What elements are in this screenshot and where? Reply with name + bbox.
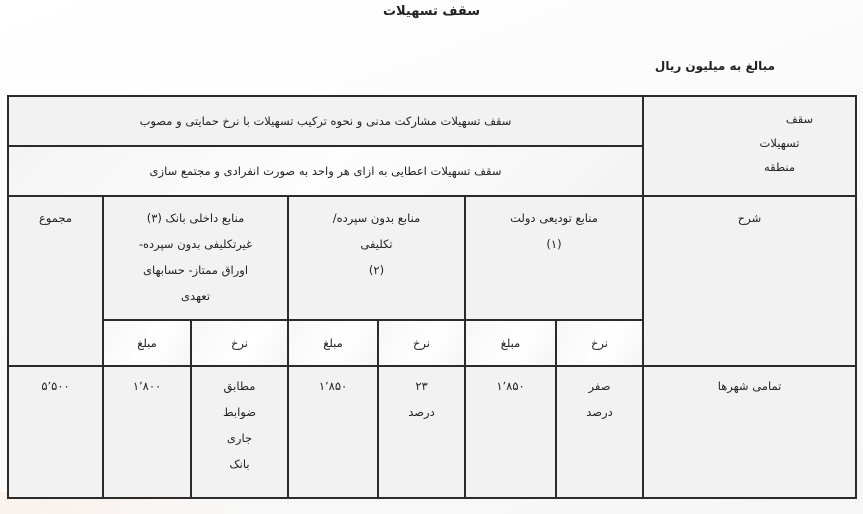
g3-amount-text: ۱٬۸۰۰ xyxy=(132,379,162,393)
subheader-g3-rate xyxy=(190,319,289,367)
g3-rate-line-1: مطابق xyxy=(223,379,256,393)
corner-header-cell xyxy=(642,95,857,197)
group1-line-1: منابع تودیعی دولت xyxy=(510,211,598,225)
facilities-cap-table xyxy=(7,95,857,499)
group1-line-2: (۱) xyxy=(546,237,562,251)
total-header-cell xyxy=(7,195,104,367)
g1-amount-text: ۱٬۸۵۰ xyxy=(496,379,525,393)
top-header-text: سقف تسهیلات مشارکت مدنی و نحوه ترکیب تسهیلات با نرخ حمایتی و مصوب xyxy=(139,114,512,128)
subheader-g1-rate xyxy=(555,319,644,367)
total-header-text: مجموع xyxy=(38,211,73,225)
corner-header-line-1: سقف xyxy=(785,112,814,126)
group3-line-2: غیرتکلیفی بدون سپرده- xyxy=(138,237,253,251)
row-region-cell xyxy=(642,365,857,499)
subheader-g2-amount xyxy=(287,319,379,367)
subheader-g1-amount xyxy=(464,319,557,367)
group-header-government xyxy=(464,195,644,321)
row-g1-rate-cell xyxy=(555,365,644,499)
g2-amount-text: ۱٬۸۵۰ xyxy=(318,379,348,393)
top-header-cell xyxy=(7,95,644,147)
subheader-amount-text: مبلغ xyxy=(137,336,157,350)
row-g2-rate-cell xyxy=(377,365,466,499)
row-g3-amount-cell xyxy=(102,365,192,499)
corner-header-line-2: تسهیلات xyxy=(759,136,800,150)
subheader-amount-text: مبلغ xyxy=(500,336,521,350)
group3-line-1: منابع داخلی بانک (۳) xyxy=(146,211,245,225)
g1-rate-line-1: صفر xyxy=(588,379,611,393)
group2-line-2: تکلیفی xyxy=(360,237,393,251)
page-title: سقف تسهیلات xyxy=(382,4,481,19)
row-region-text: تمامی شهرها xyxy=(717,379,782,393)
subheader-amount-text: مبلغ xyxy=(323,336,343,350)
g2-rate-line-1: ۲۳ xyxy=(415,379,428,393)
g3-rate-line-4: بانک xyxy=(229,457,250,471)
group2-line-3: (۲) xyxy=(368,263,385,277)
g3-rate-line-3: جاری xyxy=(226,431,253,445)
subheader-rate-text: نرخ xyxy=(231,336,248,350)
group-header-non-deposit xyxy=(287,195,466,321)
g1-rate-line-2: درصد xyxy=(586,405,613,419)
subheader-rate-text: نرخ xyxy=(591,336,608,350)
group3-line-4: تعهدی xyxy=(180,289,211,303)
second-header-cell xyxy=(7,145,644,197)
subheader-g3-amount xyxy=(102,319,192,367)
group-header-bank-internal xyxy=(102,195,289,321)
corner-header-line-3: منطقه xyxy=(763,160,796,174)
g3-rate-line-2: ضوابط xyxy=(222,405,257,419)
row-g1-amount-cell xyxy=(464,365,557,499)
row-g3-rate-cell xyxy=(190,365,289,499)
subheader-rate-text: نرخ xyxy=(413,336,430,350)
description-header-text: شرح xyxy=(737,211,762,225)
second-header-text: سقف تسهیلات اعطایی به ازای هر واحد به صورت انفرادی و مجتمع سازی xyxy=(149,164,502,178)
subheader-g2-rate xyxy=(377,319,466,367)
group2-line-1: منابع بدون سپرده/ xyxy=(332,211,421,225)
description-header-cell xyxy=(642,195,857,367)
total-amount-text: ۵٬۵۰۰ xyxy=(41,379,70,393)
unit-note: مبالغ به میلیون ریال xyxy=(654,59,775,73)
row-g2-amount-cell xyxy=(287,365,379,499)
group3-line-3: اوراق ممتاز- حسابهای xyxy=(142,263,249,277)
g2-rate-line-2: درصد xyxy=(408,405,435,419)
row-total-cell xyxy=(7,365,104,499)
